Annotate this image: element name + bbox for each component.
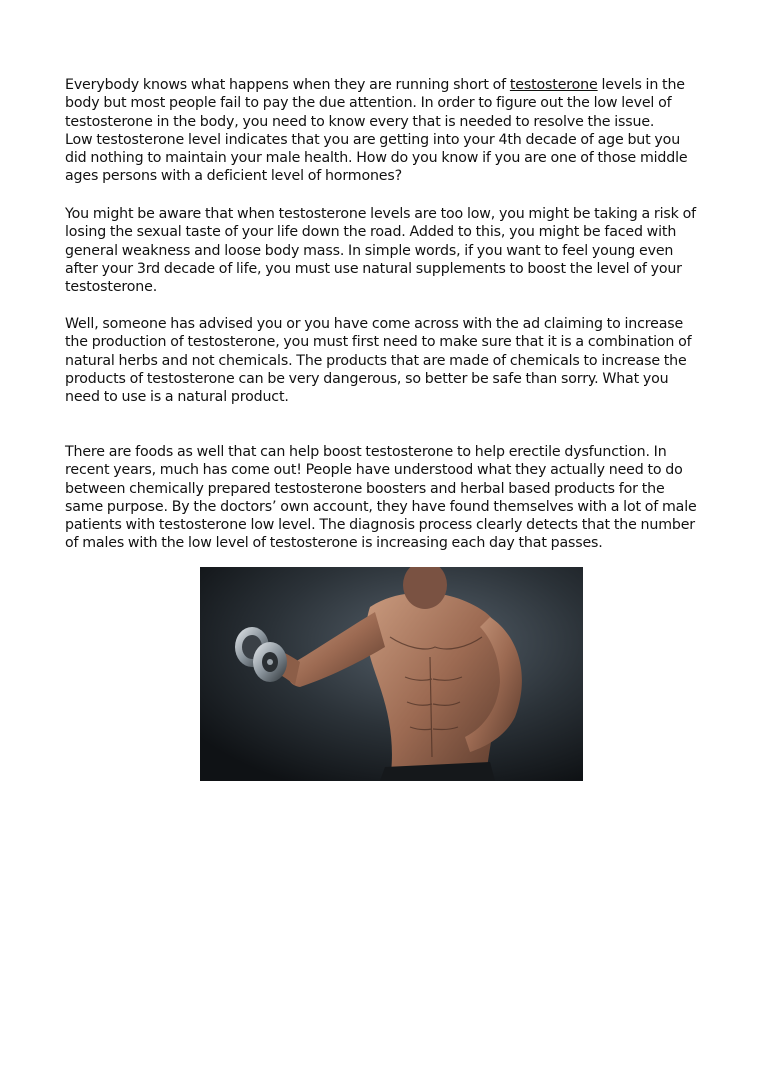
testosterone-link[interactable]: testosterone — [509, 77, 598, 93]
bodybuilder-dumbbell-photo — [200, 567, 583, 781]
paragraph-1-before-link: Everybody knows what happens when they are running short of — [65, 77, 510, 93]
paragraph-1-continuation: Low testosterone level indicates that you are getting into your 4th decade of age but you did nothing to maintain your male health. How do you know if you are one of those middle ages persons with a deficient level of hormones? — [65, 131, 688, 185]
paragraph-4-text: There are foods as well that can help boost testosterone to help erectile dysfunction. In recent years, much has come out! People have understood what they actually need to do between chemically prepared testosterone boosters and herbal based products for the same purpose. By the doctors’ own account, they have found themselves with a lot of male patients with testosterone low level. The diagnosis process clearly detects that the number of males with the low level of testosterone is increasing each day that passes. — [65, 444, 697, 552]
paragraph-2-text: You might be aware that when testosterone levels are too low, you might be taking a risk of losing the sexual taste of your life down the road. Added to this, you might be faced with general weakness and loose body mass. In simple words, if you want to feel young even after your 3rd decade of life, you must use natural supplements to boost the level of your testosterone. — [65, 206, 696, 296]
photo-illustration — [200, 567, 583, 781]
paragraph-1-text — [65, 76, 697, 131]
paragraph-3-text: Well, someone has advised you or you have come across with the ad claiming to increase the production of testosterone, you must first need to make sure that it is a combination of natural herbs and not chemicals. The products that are made of chemicals to increase the products of testosterone can be very dangerous, so better be safe than sorry. What you need to use is a natural product. — [65, 316, 692, 406]
paragraph-3 — [65, 315, 697, 406]
paragraph-2 — [65, 205, 697, 296]
paragraph-4 — [65, 443, 697, 553]
paragraph-1 — [65, 76, 697, 186]
paragraph-1-after-link: levels in the body but most people fail to pay the due attention. In order to figure out the low level of testosterone in the body, you need to know every that is needed to resolve the issue. — [65, 77, 685, 130]
